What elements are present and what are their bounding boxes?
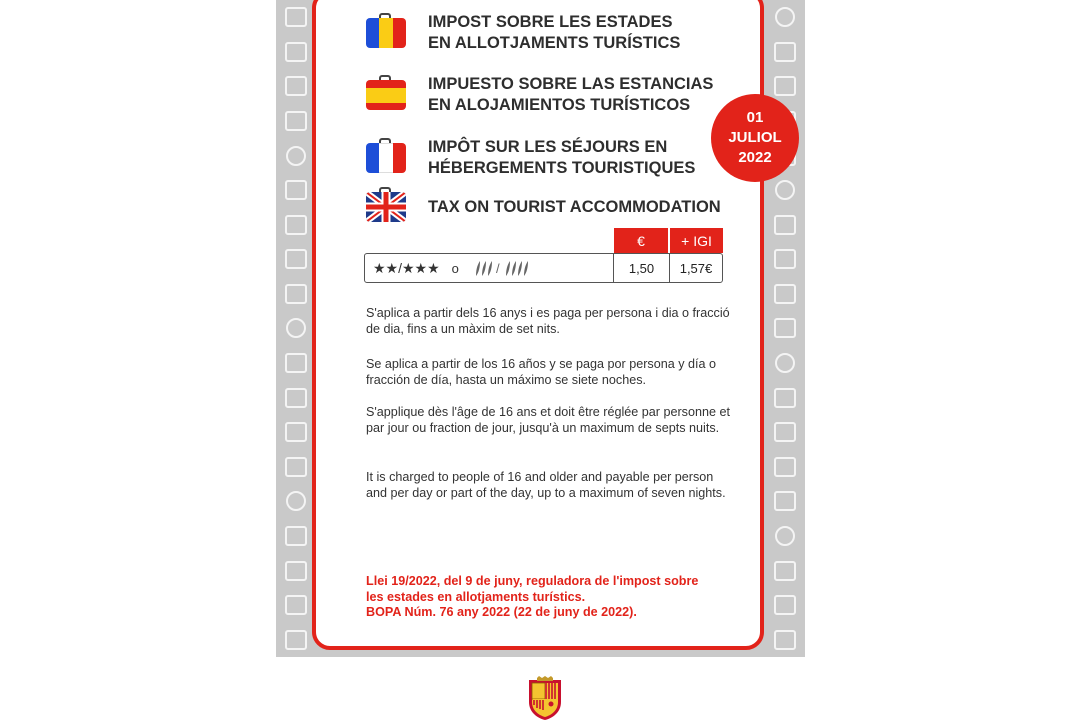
rate-price: 1,50 bbox=[613, 253, 669, 283]
bed-icon bbox=[285, 630, 307, 650]
sofa-icon bbox=[285, 353, 307, 373]
plane-icon bbox=[774, 318, 796, 338]
date-month: JULIOL bbox=[728, 129, 782, 146]
bed-icon bbox=[285, 457, 307, 477]
tax-title-spanish bbox=[366, 74, 713, 116]
rate-category-stars: ★★/★★★ bbox=[373, 259, 440, 276]
france-flag-suitcase-icon bbox=[366, 143, 406, 173]
bed-icon bbox=[285, 111, 307, 131]
luggage-icon bbox=[285, 76, 307, 96]
left-icon-strip bbox=[276, 0, 316, 657]
plate-icon bbox=[775, 526, 795, 546]
rate-header-price: € bbox=[614, 228, 668, 253]
cup-icon bbox=[285, 215, 307, 235]
legal-line1: Llei 19/2022, del 9 de juny, reguladora de l'impost sobre bbox=[366, 574, 699, 588]
building-icon bbox=[774, 215, 796, 235]
tax-title-line1: TAX ON TOURIST ACCOMMODATION bbox=[428, 197, 721, 216]
wheat-ears-icon bbox=[473, 258, 551, 278]
date-year: 2022 bbox=[738, 149, 772, 166]
building-icon bbox=[774, 388, 796, 408]
date-stamp bbox=[711, 94, 799, 182]
rate-header-igi: + IGI bbox=[670, 228, 723, 253]
paw-icon bbox=[286, 491, 306, 511]
cup-icon bbox=[285, 388, 307, 408]
luggage-icon bbox=[285, 422, 307, 442]
luggage-icon bbox=[285, 249, 307, 269]
building-icon bbox=[774, 42, 796, 62]
coat-of-arms-icon bbox=[525, 676, 565, 720]
bbq-icon bbox=[774, 249, 796, 269]
tax-title-line2: EN ALOJAMIENTOS TURÍSTICOS bbox=[428, 96, 691, 114]
sofa-icon bbox=[285, 526, 307, 546]
legal-reference bbox=[366, 574, 746, 621]
rate-category bbox=[373, 254, 551, 282]
tax-title-line2: EN ALLOTJAMENTS TURÍSTICS bbox=[428, 34, 681, 52]
andorra-flag-suitcase-icon bbox=[366, 18, 406, 48]
sofa-icon bbox=[285, 180, 307, 200]
description-english: It is charged to people of 16 and older and payable per person and per day or part of the day, up to a maximum of seven nights. bbox=[366, 470, 726, 500]
bbq-icon bbox=[774, 422, 796, 442]
cup-icon bbox=[285, 42, 307, 62]
tax-title-line2: HÉBERGEMENTS TOURISTIQUES bbox=[428, 159, 696, 177]
legal-line2: les estades en allotjaments turístics. bbox=[366, 589, 586, 604]
plate-icon bbox=[775, 180, 795, 200]
tax-title-line1: IMPUESTO SOBRE LAS ESTANCIAS bbox=[428, 75, 714, 93]
description-french: S'applique dès l'âge de 16 ans et doit être réglée par personne et par jour ou fraction de jour, jusqu'à un maximum de septs nuits. bbox=[366, 405, 730, 435]
plate-icon bbox=[775, 353, 795, 373]
tax-title-french bbox=[366, 137, 695, 179]
svg-text:/: / bbox=[495, 261, 500, 276]
bed-icon bbox=[285, 284, 307, 304]
paw-icon bbox=[286, 146, 306, 166]
paw-icon bbox=[286, 318, 306, 338]
description-spanish: Se aplica a partir de los 16 años y se paga por persona y día o fracción de día, hasta un máximo se siete noches. bbox=[366, 357, 717, 387]
tax-title-line1: IMPOST SOBRE LES ESTADES bbox=[428, 13, 673, 31]
spain-flag-suitcase-icon bbox=[366, 80, 406, 110]
date-day: 01 bbox=[746, 109, 764, 126]
cup-icon bbox=[285, 561, 307, 581]
bed-icon bbox=[774, 457, 796, 477]
bed-icon bbox=[774, 284, 796, 304]
building-icon bbox=[774, 561, 796, 581]
plate-icon bbox=[775, 7, 795, 27]
bed-icon bbox=[774, 630, 796, 650]
tax-title-line1: IMPÔT SUR LES SÉJOURS EN bbox=[428, 138, 668, 156]
rate-price-igi: 1,57€ bbox=[669, 253, 722, 283]
sofa-icon bbox=[285, 7, 307, 27]
uk-flag-suitcase-icon bbox=[366, 192, 406, 222]
description-catalan: S'aplica a partir dels 16 anys i es paga per persona i dia o fracció de dia, fins a un màxim de set nits. bbox=[366, 306, 730, 336]
tax-title-english bbox=[366, 192, 721, 222]
bbq-icon bbox=[774, 595, 796, 615]
bbq-icon bbox=[774, 76, 796, 96]
tax-title-catalan bbox=[366, 12, 680, 54]
plane-icon bbox=[774, 491, 796, 511]
legal-line3: BOPA Núm. 76 any 2022 (22 de juny de 2022). bbox=[366, 605, 637, 619]
rate-category-or: o bbox=[451, 260, 459, 276]
luggage-icon bbox=[285, 595, 307, 615]
